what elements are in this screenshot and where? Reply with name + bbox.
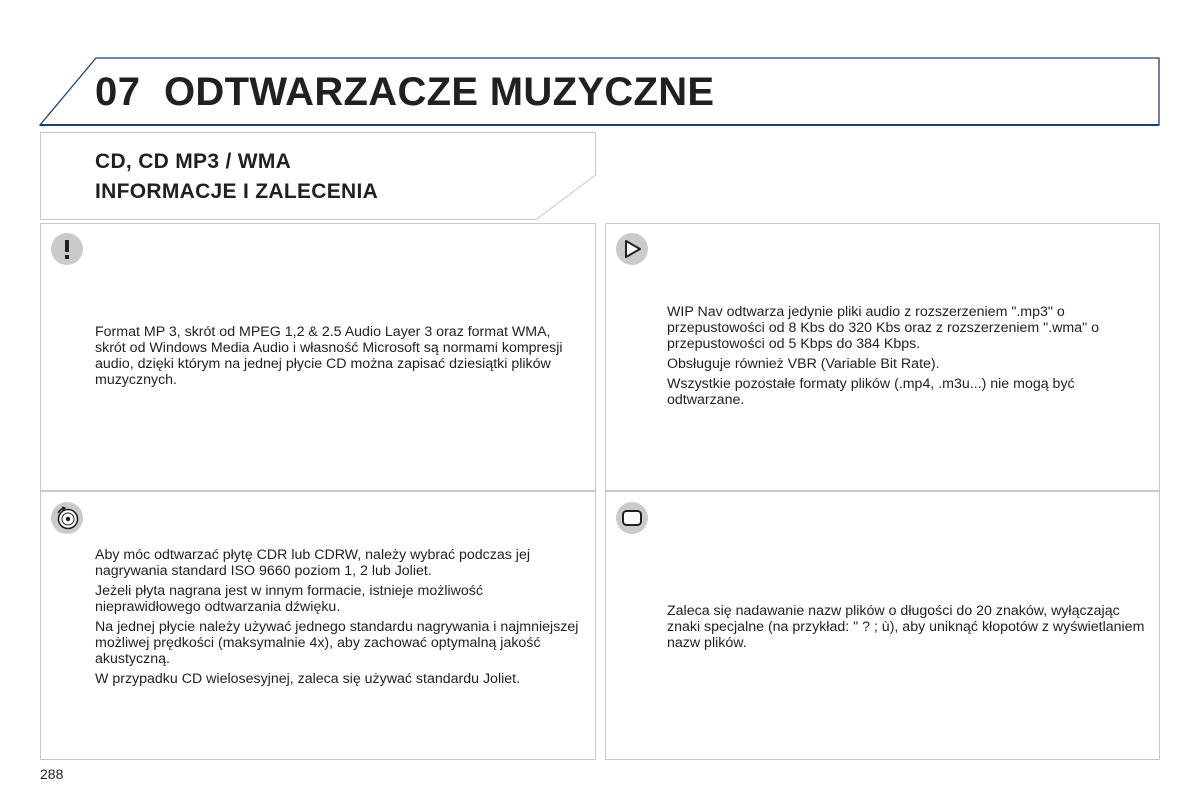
tip-text — [667, 603, 1155, 655]
disc-paragraph-3: Na jednej płycie należy używać jednego standardu nagrywania i najmniejszej możliwej prędkości (maksymalnie 4x), aby zachować optymalną jakość akustyczną. — [95, 619, 579, 667]
disc-icon — [51, 502, 83, 534]
warning-text — [95, 324, 585, 392]
rounded-square-icon — [616, 502, 648, 534]
info-text — [667, 304, 1155, 412]
info-paragraph-3: Wszystkie pozostałe formaty plików (.mp4, .m3u...) nie mogą być odtwarzane. — [667, 376, 1075, 408]
exclamation-icon — [51, 233, 83, 265]
disc-paragraph-1: Aby móc odtwarzać płytę CDR lub CDRW, należy wybrać podczas jej nagrywania standard ISO 9660 poziom 1, 2 lub Joliet. — [95, 547, 530, 579]
tip-paragraph: Zaleca się nadawanie nazw plików o długości do 20 znaków, wyłączając znaki specjalne (na przykład: " ? ; ù), aby uniknąć kłopotów z wyświetlaniem nazw plików. — [667, 603, 1145, 651]
play-triangle-icon — [616, 233, 648, 265]
info-paragraph-1: WIP Nav odtwarza jedynie pliki audio z rozszerzeniem ".mp3" o przepustowości od 8 Kbs do 320 Kbs oraz z rozszerzeniem ".wma" o przepustowości od 5 Kbps do 384 Kbps. — [667, 304, 1099, 352]
page-number: 288 — [40, 766, 64, 782]
section-title-frame — [40, 132, 596, 220]
section-title-line1: CD, CD MP3 / WMA — [95, 150, 292, 173]
warning-paragraph: Format MP 3, skrót od MPEG 1,2 & 2.5 Audio Layer 3 oraz format WMA, skrót od Windows Media Audio i własność Microsoft są normami kompresji audio, dzięki którym na jednej płycie CD można zapisać dziesiątki plików muzycznych. — [95, 324, 563, 388]
chapter-number: 07 — [95, 70, 141, 114]
section-title-line2: INFORMACJE I ZALECENIA — [95, 180, 379, 203]
disc-text — [95, 547, 585, 691]
info-paragraph-2: Obsługuje również VBR (Variable Bit Rate). — [667, 356, 940, 372]
disc-paragraph-4: W przypadku CD wielosesyjnej, zaleca się używać standardu Joliet. — [95, 671, 521, 687]
disc-paragraph-2: Jeżeli płyta nagrana jest w innym formacie, istnieje możliwość nieprawidłowego odtwarzania dźwięku. — [95, 583, 483, 615]
chapter-title: ODTWARZACZE MUZYCZNE — [164, 70, 715, 114]
